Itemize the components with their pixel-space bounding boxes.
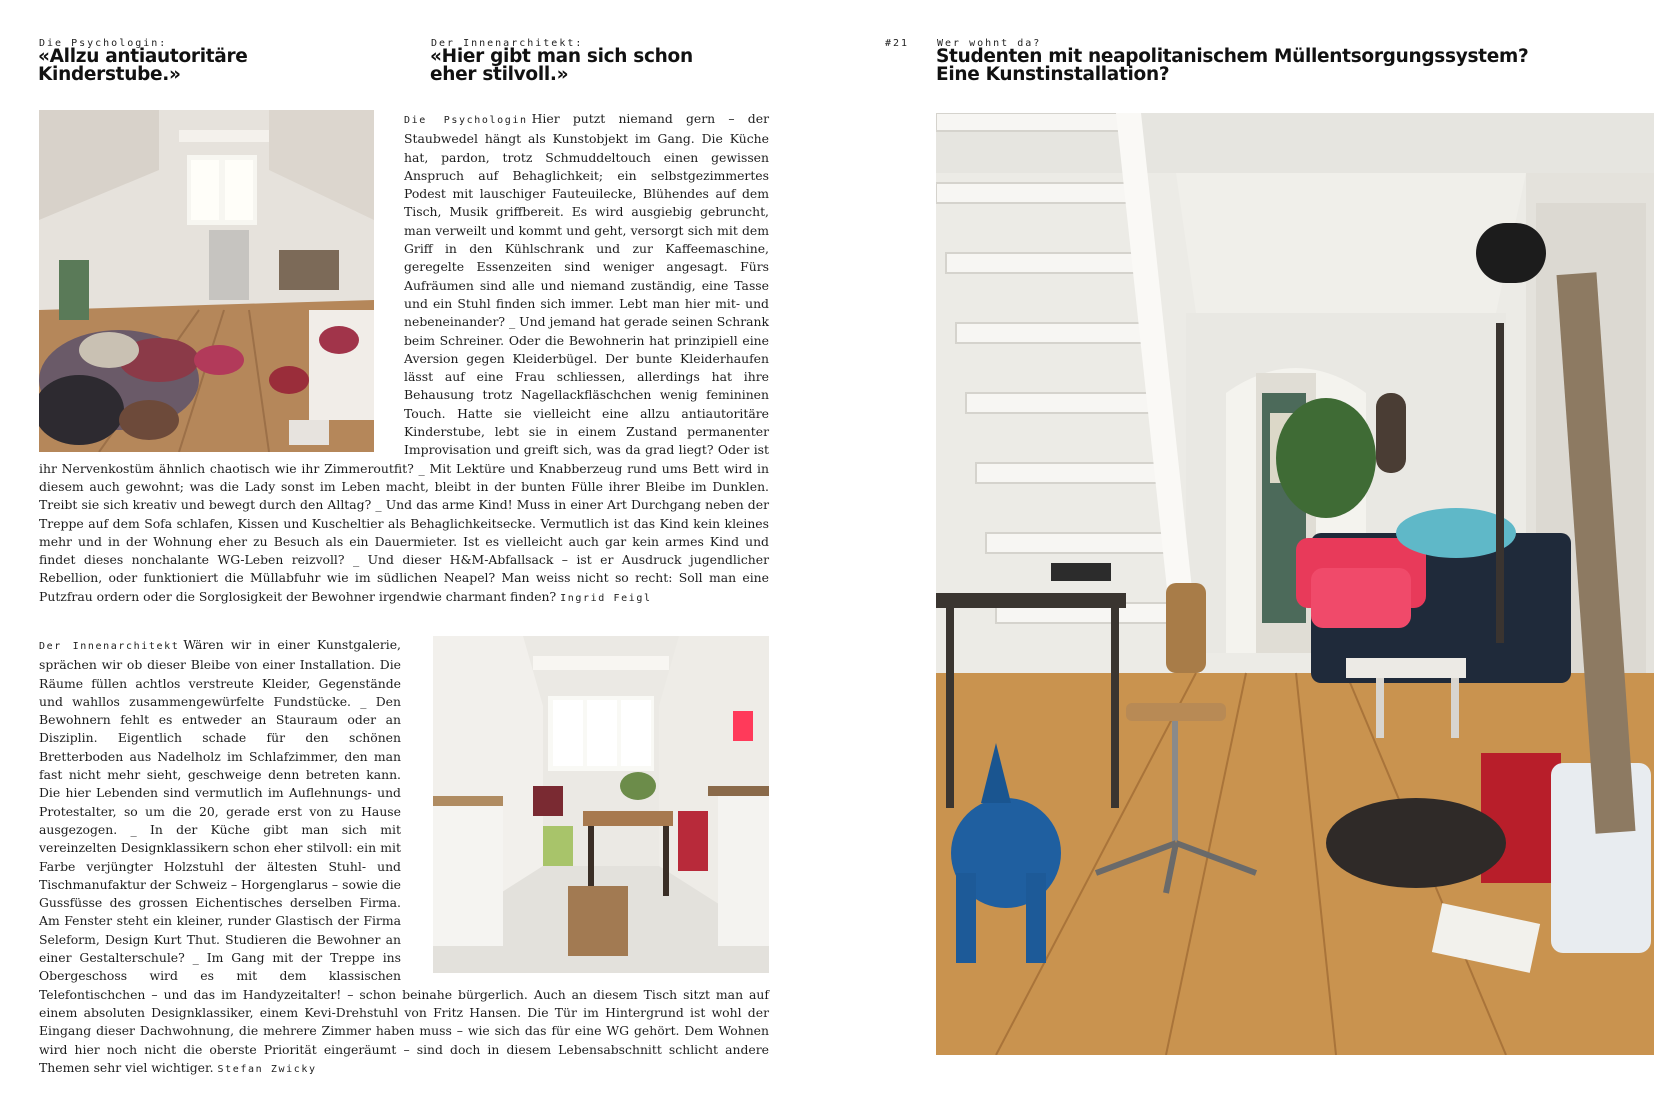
article1-author: Ingrid Feigl — [560, 592, 652, 604]
article2-label: Der Innenarchitekt — [39, 641, 180, 652]
bedroom-photo — [39, 110, 374, 452]
column1-headline — [38, 48, 248, 84]
issue-number: #21 — [885, 38, 910, 49]
column2-headline-line2: eher stilvoll.» — [430, 64, 569, 85]
right-headline — [936, 48, 1528, 84]
article2-text: Wären wir in einer Kunstgalerie, sprächen wir ob dieser Bleibe von einer Installation. Die Räume füllen achtlos verstreute Kleider, Gegenstände und wahllos zusammengewürfelte Fundstücke. _ Den Bewohnern fehlt es entweder an Stauraum oder an Disziplin. Eigentlich schade für den schönen Bretterboden aus Nadelholz im Schlafzimmer, den man fast nicht mehr sieht, geschweige denn betreten kann. Die hier Lebenden sind vermutlich im Auflehnungs- und Protestalter, so um die 20, gerade erst von zu Hause ausgezogen. _ In der Küche gibt man sich mit vereinzelten Designklassikern schon eher stilvoll: ein mit Farbe verjüngter Holzstuhl der ältesten Stuhl- und Tischmanufaktur der Schweiz – Horgenglarus – sowie die Gussfüsse des grossen Eichentisches derselben Firma. Am Fenster steht ein kleiner, runder Glastisch der Firma Seleform, Design Kurt Thut. Studieren die Bewohner an einer Gestalterschule? _ Im Gang mit der Treppe ins Obergeschoss wird es mit dem klassischen Telefontischchen – und das im Handyzeitalter! – schon beinahe bürgerlich. Auch an diesem Tisch sitzt man auf einem absoluten Designklassiker, einem Kevi-Drehstuhl von Fritz Hansen. Die Tür im Hintergrund ist wohl der Eingang dieser Dachwohnung, die mehrere Zimmer haben muss – wie sich das für eine WG gehört. Dem Wohnen wird hier noch nicht die oberste Priorität eingeräumt – sind doch in diesem Lebensabschnitt schlicht andere Themen sehr viel wichtiger. — [39, 637, 769, 1075]
article-innenarchitekt — [39, 636, 769, 1079]
article-psychologin — [39, 110, 769, 608]
column1-headline-line1: «Allzu antiautoritäre — [38, 46, 248, 67]
column2-headline — [430, 48, 693, 84]
column2-kicker: Der Innenarchitekt: — [431, 38, 584, 49]
column2-headline-line1: «Hier gibt man sich schon — [430, 46, 693, 67]
article1-label: Die Psychologin — [404, 115, 528, 126]
column1-kicker: Die Psychologin: — [39, 38, 168, 49]
right-headline-line2: Eine Kunstinstallation? — [936, 64, 1170, 85]
hallway-photo — [936, 113, 1654, 1055]
column1-headline-line2: Kinderstube.» — [38, 64, 181, 85]
right-headline-line1: Studenten mit neapolitanischem Müllentsorgungssystem? — [936, 46, 1529, 67]
kitchen-photo — [433, 636, 769, 973]
article2-author: Stefan Zwicky — [217, 1063, 317, 1075]
article1-text: Hier putzt niemand gern – der Staubwedel hängt als Kunstobjekt im Gang. Die Küche hat, pardon, trotz Schmuddeltouch einen gewissen Anspruch auf Behaglichkeit; ein selbstgezimmertes Podest mit lauschiger Fauteuilecke, Blühendes auf dem Tisch, Musik griffbereit. Es wird ausgiebig gebruncht, man verweilt und kommt und geht, versorgt sich mit dem Griff in den Kühlschrank und zur Kaffeemaschine, geregelte Essenzeiten sind weniger angesagt. Fürs Aufräumen sind alle und niemand zuständig, eine Tasse und ein Stuhl finden sich immer. Lebt man hier mit- und nebeneinander? _ Und jemand hat gerade seinen Schrank beim Schreiner. Oder die Bewohnerin hat prinzipiell eine Aversion gegen Kleiderbügel. Der bunte Kleiderhaufen lässt auf eine Frau schliessen, allerdings hat ihre Behausung trotz Nagellackfläschchen wenig femininen Touch. Hatte sie vielleicht eine allzu antiautoritäre Kinderstube, lebt sie in einem Zustand permanenter Improvisation und greift sich, was da grad liegt? Oder ist ihr Nervenkostüm ähnlich chaotisch wie ihr Zimmeroutfit? _ Mit Lektüre und Knabberzeug rund ums Bett wird in diesem auch gewohnt; was die Lady sonst im Leben macht, bleibt in der bunten Fülle ihrer Bleibe im Dunklen. Treibt sie sich kreativ und bewegt durch den Alltag? _ Und das arme Kind! Muss in einer Art Durchgang neben der Treppe auf dem Sofa schlafen, Kissen und Kuscheltier als Behaglichkeitsecke. Vermutlich ist das Kind kein kleines mehr und in der Wohnung eher zu Besuch als ein Dauermieter. Ist es vielleicht auch gar kein armes Kind und findet dieses nonchalante WG-Leben reizvoll? _ Und dieser H&M-Abfallsack – ist er Ausdruck jugendlicher Rebellion, oder funktioniert die Müllabfuhr wie im südlichen Neapel? Man weiss nicht so recht: Soll man eine Putzfrau ordern oder die Sorglosigkeit der Bewohner irgendwie charmant finden? — [39, 111, 769, 604]
right-kicker: Wer wohnt da? — [937, 38, 1042, 49]
